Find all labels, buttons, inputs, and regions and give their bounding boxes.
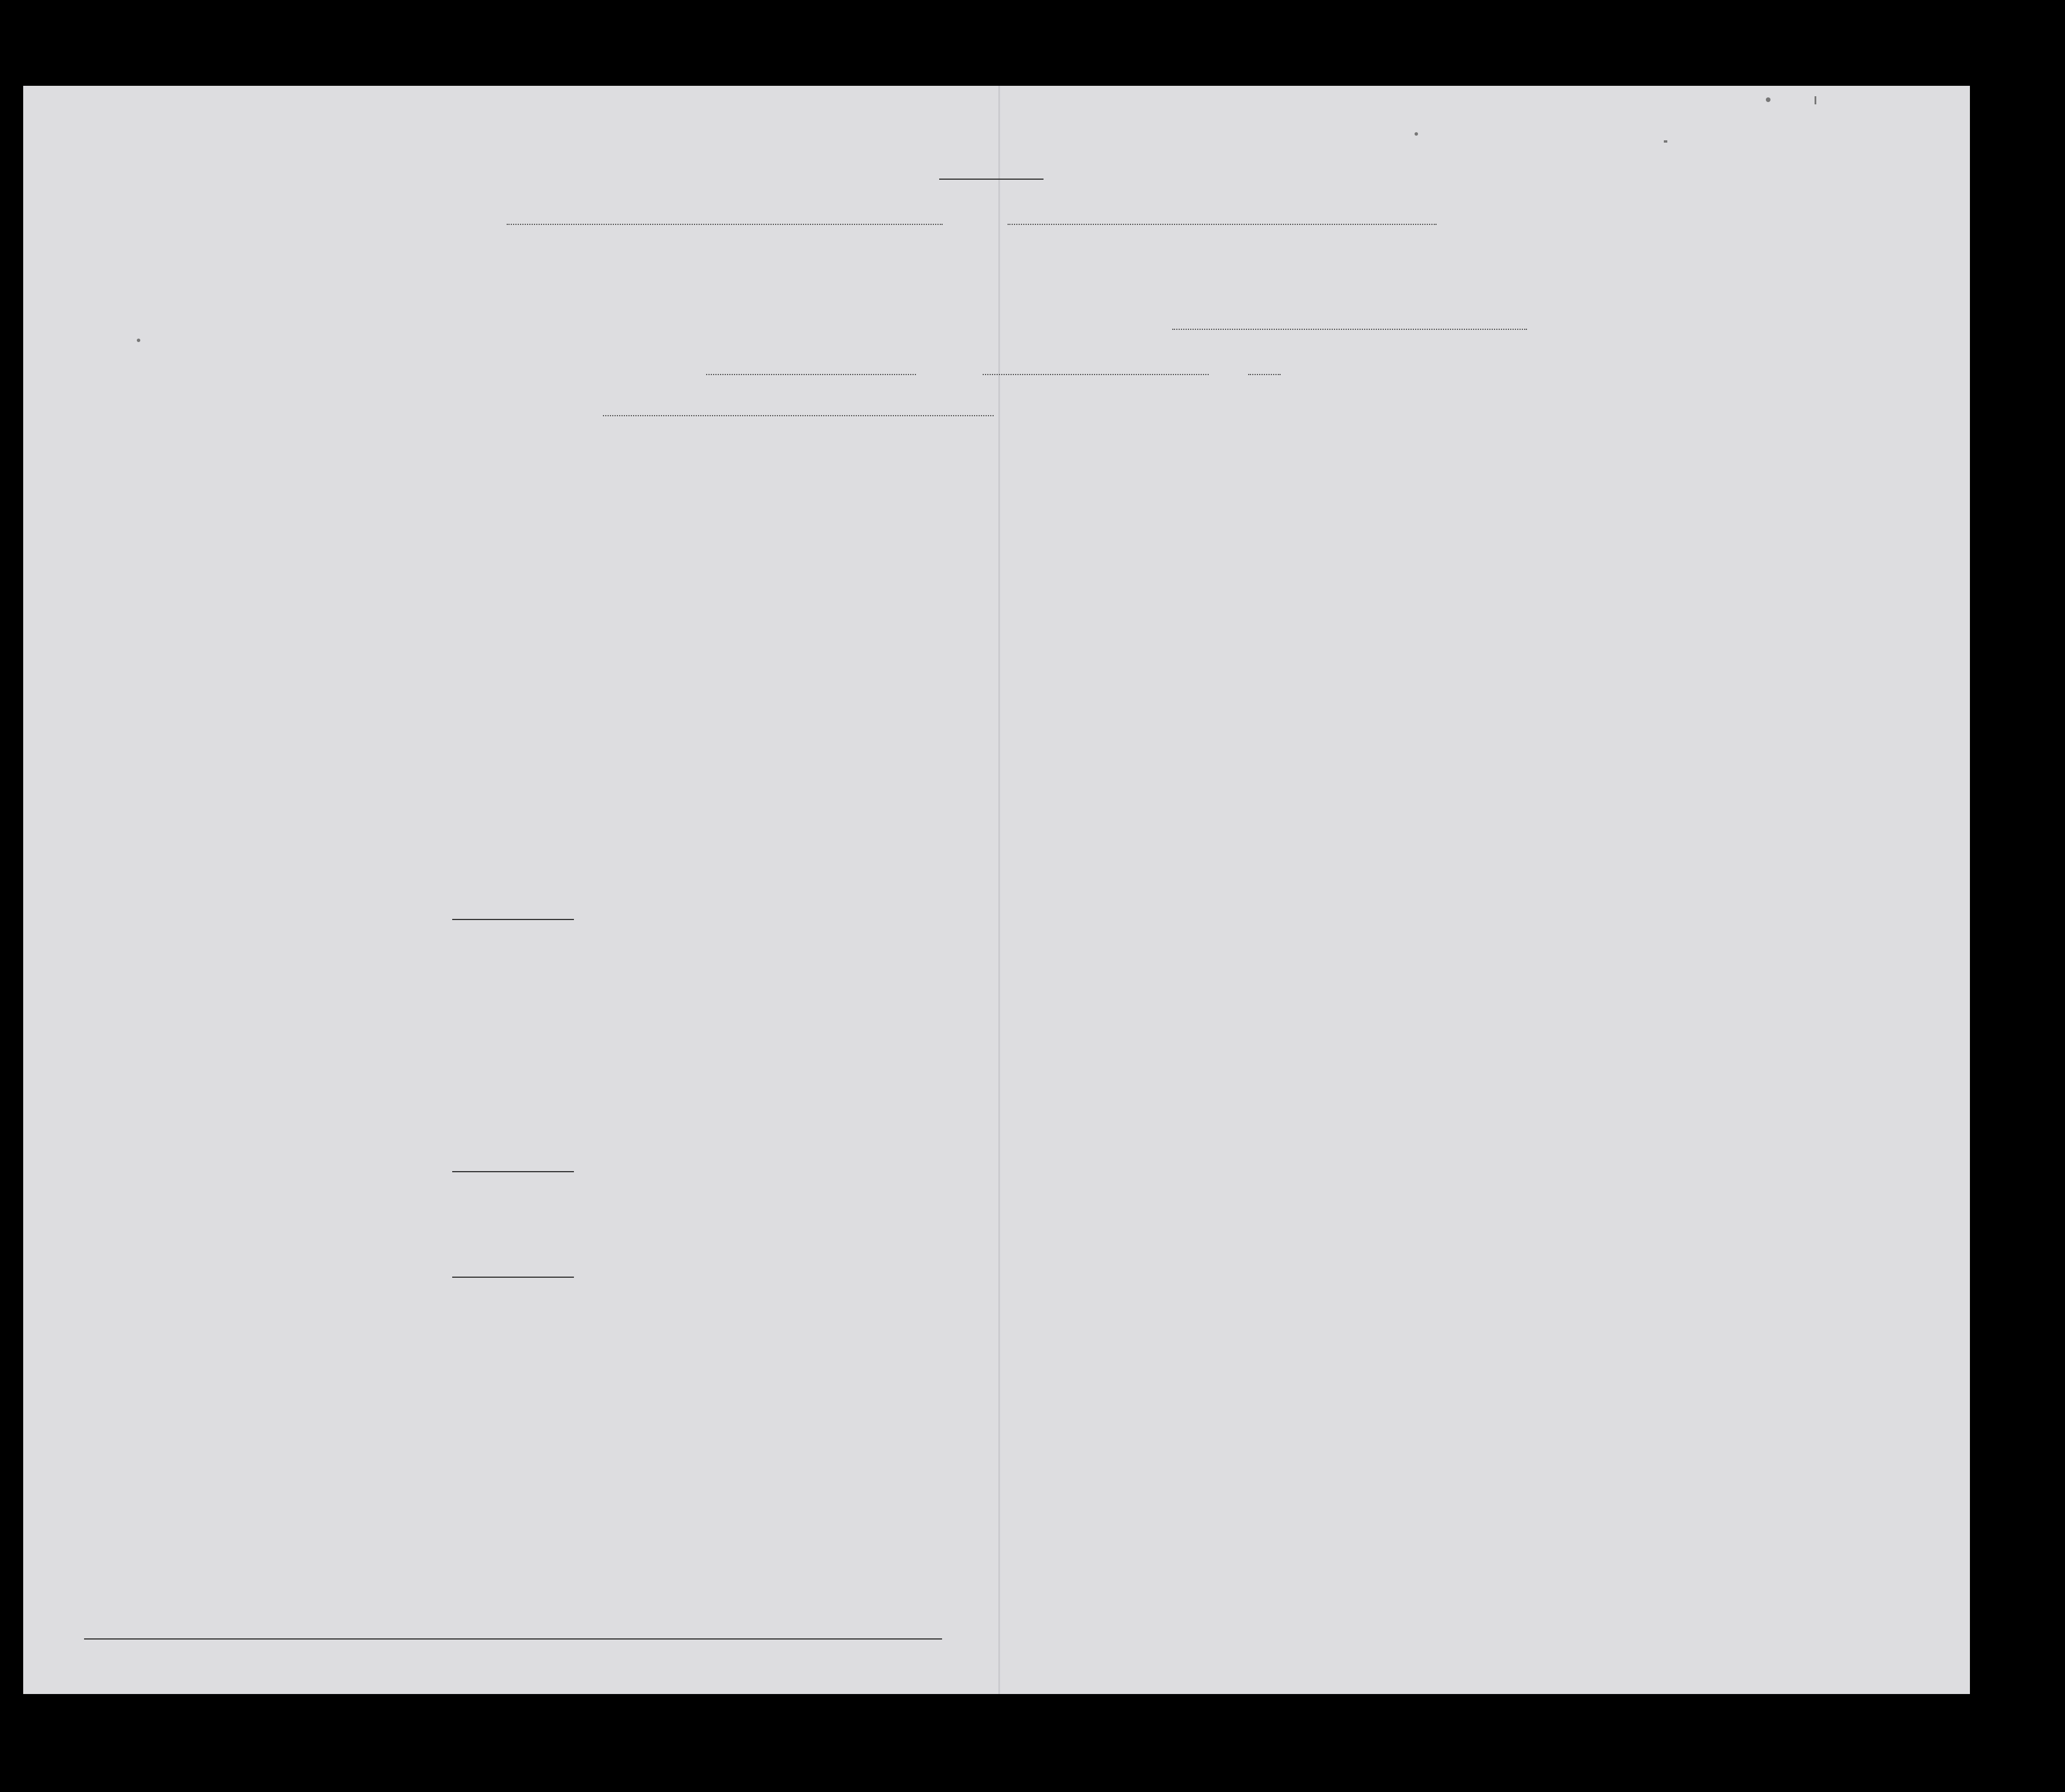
extract-1917-divider [452,1171,574,1172]
scan-speck [1664,140,1667,143]
sworn-month-blank[interactable] [983,374,1209,375]
notice-divider [452,919,574,920]
name-blank[interactable] [507,224,943,225]
scan-speck [1766,97,1770,102]
page-fold [998,86,1000,1694]
scan-speck [1415,132,1418,136]
master-signature-line[interactable] [1172,329,1527,330]
sworn-year-blank[interactable] [1248,374,1281,375]
title-divider [939,179,1044,180]
document-page [23,86,1970,1694]
scan-speck [137,339,140,342]
footer-rule [84,1638,942,1640]
extract-cfr-divider [452,1277,574,1278]
sworn-day-blank[interactable] [706,374,916,375]
vessel-blank[interactable] [1008,224,1437,225]
inspector-signature-line[interactable] [603,415,994,416]
scan-speck [1815,96,1816,104]
